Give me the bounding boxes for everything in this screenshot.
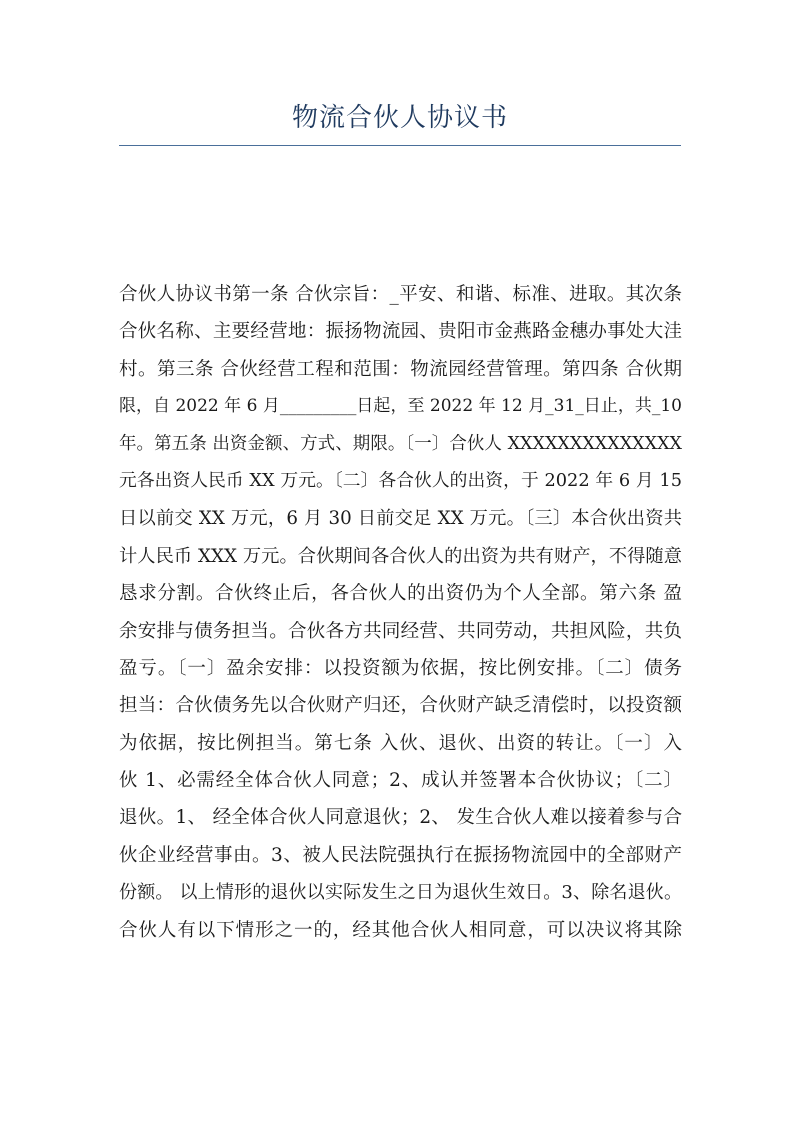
- body-line: 伙 1、必需经全体合伙人同意；2、成认并签署本合伙协议；〔二〕: [119, 770, 682, 792]
- body-line: 年。第五条 出资金额、方式、期限。〔一〕合伙人 XXXXXXXXXXXXXX: [119, 433, 682, 454]
- body-line: 盈亏。〔一〕盈余安排：以投资额为依据，按比例安排。〔二〕债务: [119, 657, 682, 679]
- body-line: 日以前交 XX 万元，6 月 30 日前交足 XX 万元。〔三〕本合伙出资共: [119, 508, 682, 530]
- body-line: 合伙人协议书第一条 合伙宗旨：_平安、和谐、标准、进取。其次条: [119, 284, 682, 305]
- body-line: 计人民币 XXX 万元。合伙期间各合伙人的出资为共有财产，不得随意: [119, 545, 682, 567]
- body-line: 恳求分割。合伙终止后，各合伙人的出资仍为个人全部。第六条 盈: [119, 583, 682, 605]
- body-line: 村。第三条 合伙经营工程和范围：物流园经营管理。第四条 合伙期: [119, 358, 682, 380]
- body-line: 退伙。1、 经全体合伙人同意退伙；2、 发生合伙人难以接着参与合: [119, 807, 682, 829]
- body-line: 合伙人有以下情形之一的，经其他合伙人相同意，可以决议将其除: [119, 919, 682, 941]
- body-line: 合伙名称、主要经营地：振扬物流园、贵阳市金燕路金穗办事处大洼: [119, 321, 682, 343]
- document-body: [119, 276, 682, 949]
- body-line: 余安排与债务担当。合伙各方共同经营、共同劳动，共担风险，共负: [119, 620, 682, 642]
- body-line: 限，自 2022 年 6 月_________日起，至 2022 年 12 月_31_日止，共_10: [119, 396, 682, 417]
- title-divider: [119, 145, 681, 146]
- document-title: 物流合伙人协议书: [291, 103, 508, 133]
- body-line: 伙企业经营事由。3、被人民法院强执行在振扬物流园中的全部财产: [119, 844, 682, 866]
- body-line: 担当：合伙债务先以合伙财产归还，合伙财产缺乏清偿时，以投资额: [119, 695, 682, 717]
- body-line: 份额。 以上情形的退伙以实际发生之日为退伙生效日。3、除名退伙。: [119, 882, 682, 904]
- body-line: 元各出资人民币 XX 万元。〔二〕各合伙人的出资，于 2022 年 6 月 15: [119, 470, 682, 491]
- body-line: 为依据，按比例担当。第七条 入伙、退伙、出资的转让。〔一〕入: [119, 732, 682, 754]
